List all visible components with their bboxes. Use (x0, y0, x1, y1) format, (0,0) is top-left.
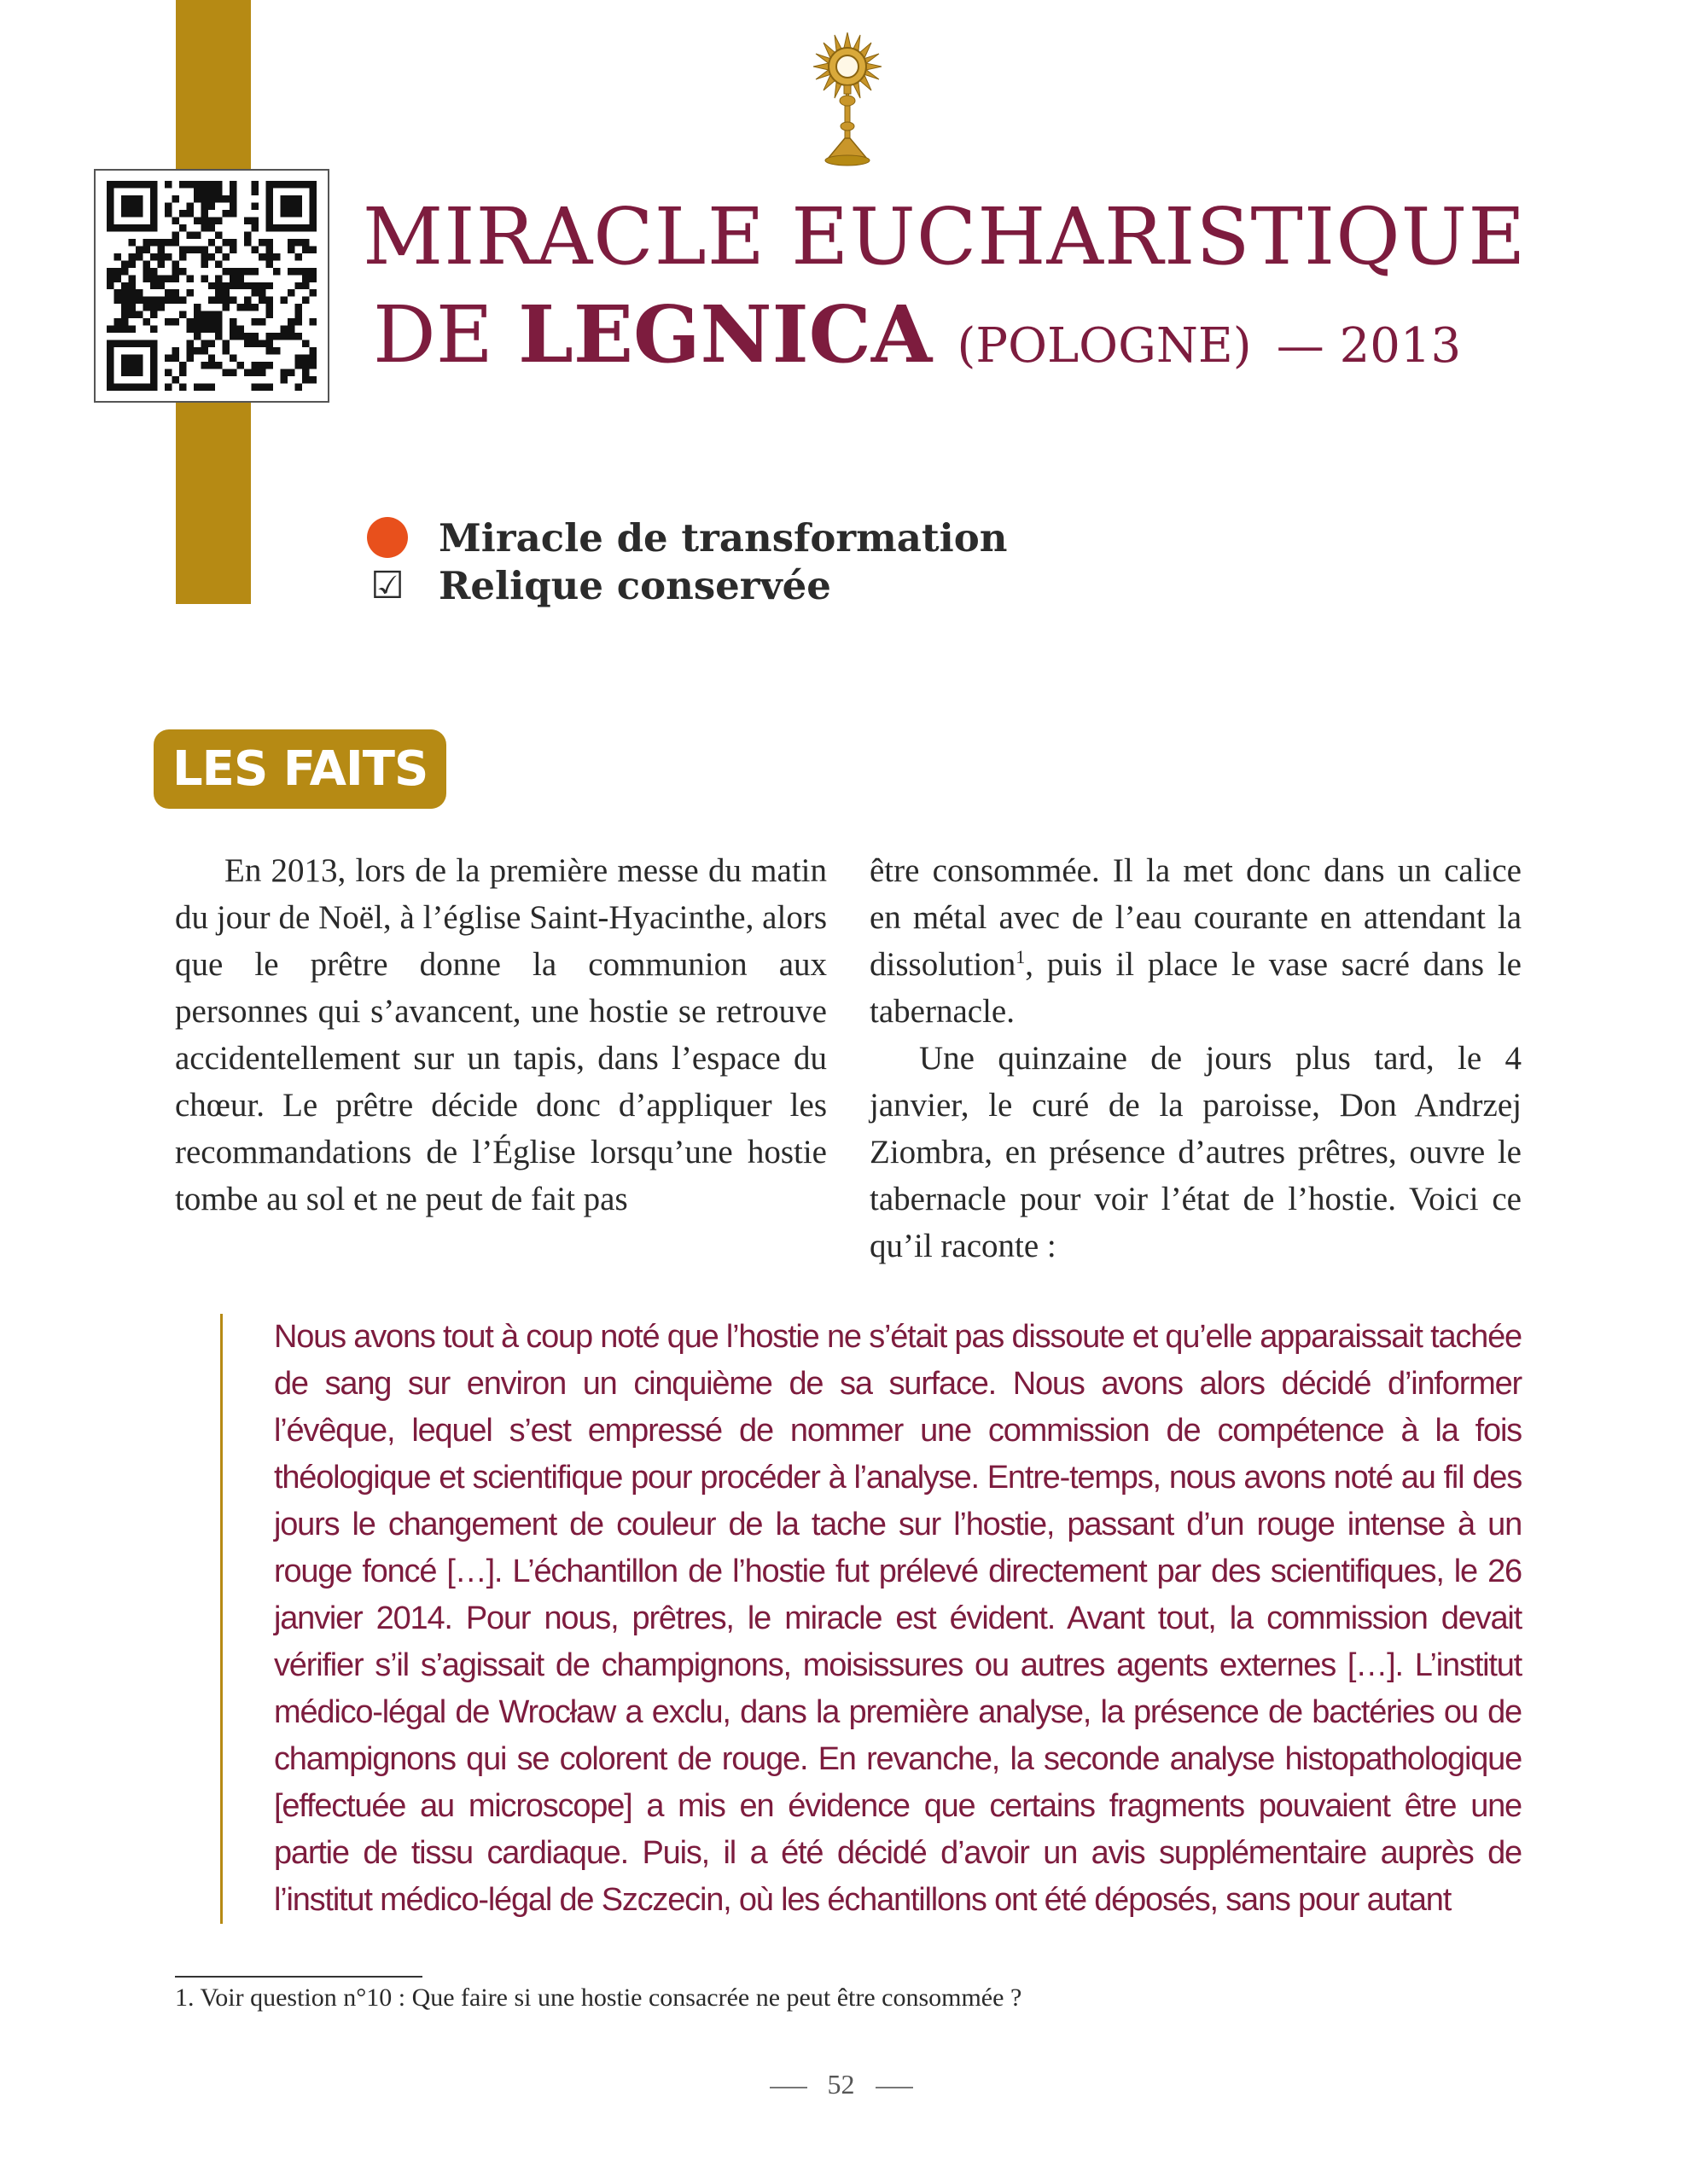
title-country: (POLOGNE) (957, 318, 1252, 374)
paragraph (870, 847, 1522, 1035)
page-number (0, 2069, 1682, 2100)
tag-relic (367, 561, 1008, 609)
tag-miracle-type-label: Miracle de transformation (439, 514, 1008, 561)
title-prefix: DE (373, 289, 493, 380)
miracle-tags (367, 514, 1008, 609)
page-number-dash-left (770, 2087, 807, 2088)
quote-block (220, 1314, 1522, 1924)
monstrance-icon (809, 32, 886, 169)
page-number-dash-right (876, 2087, 913, 2088)
body-column-1 (175, 847, 827, 1269)
title-year: — 2013 (1276, 318, 1462, 374)
title-line-1: MIRACLE EUCHARISTIQUE (363, 191, 1527, 282)
checkbox-checked-icon: ☑ (370, 563, 404, 607)
qr-code-icon[interactable] (94, 169, 329, 403)
title-line-2 (363, 288, 1526, 380)
paragraph: Une quinzaine de jours plus tard, le 4 janvier, le curé de la paroisse, Don Andrzej Ziombra, en présence d’autres prêtres, ouvre le tabernacle pour voir l’état de l’hostie. Voici ce qu’il raconte : (870, 1040, 1522, 1264)
orange-dot-icon (367, 517, 408, 558)
footnote: 1. Voir question n°10 : Que faire si une hostie consacrée ne peut être consommée ? (175, 1984, 1022, 2012)
paragraph: En 2013, lors de la première messe du matin du jour de Noël, à l’église Saint-Hyacinthe, alors que le prêtre donne la communion aux personnes qui s’avancent, une hostie se retrouve accidentellement sur un tapis, dans l’espace du chœur. Le prêtre décide donc d’appliquer les recommandations de l’Église lorsqu’une hostie tombe au sol et ne peut de fait pas (175, 852, 827, 1217)
footnote-ref[interactable]: 1 (1016, 946, 1026, 967)
tag-miracle-type (367, 514, 1008, 561)
body-column-2 (870, 847, 1522, 1269)
section-heading-les-faits: LES FAITS (154, 729, 446, 809)
page-title (363, 191, 1527, 380)
page-number-value: 52 (827, 2069, 855, 2100)
tag-relic-label: Relique conservée (439, 562, 831, 608)
title-place: LEGNICA (518, 288, 933, 380)
paragraph-text: être consommée. Il la met donc dans un calice en métal avec de l’eau courante en attendant la dissolution (870, 852, 1522, 983)
body-columns (175, 847, 1522, 1269)
paragraph-text: , puis il place le vase sacré dans le tabernacle. (870, 946, 1522, 1030)
quote-text: Nous avons tout à coup noté que l’hostie ne s’était pas dissoute et qu’elle apparaissait tachée de sang sur environ un cinquième de sa surface. Nous avons alors décidé d’informer l’évêque, lequel s’est empressé de nommer une commission de compétence à la fois théologique et scientifique pour procéder à l’analyse. Entre-temps, nous avons noté au fil des jours le changement de couleur de la tache sur l’hostie, passant d’un rouge intense à un rouge foncé […]. L’échantillon de l’hostie fut prélevé directement par des scientifiques, le 26 janvier 2014. Pour nous, prêtres, le miracle est évident. Avant tout, la commission devait vérifier s’il s’agissait de champignons, moisissures ou autres agents externes […]. L’institut médico-légal de Wrocław a exclu, dans la première analyse, la présence de bactéries ou de champignons qui se colorent de rouge. En revanche, la seconde analyse histopathologique [effectuée au microscope] a mis en évidence que certains fragments pouvaient être une partie de tissu cardiaque. Puis, il a été décidé d’avoir un avis supplémentaire auprès de l’institut médico-légal de Szczecin, où les échantillons ont été déposés, sans pour autant (274, 1319, 1522, 1918)
footnote-divider (175, 1976, 422, 1978)
